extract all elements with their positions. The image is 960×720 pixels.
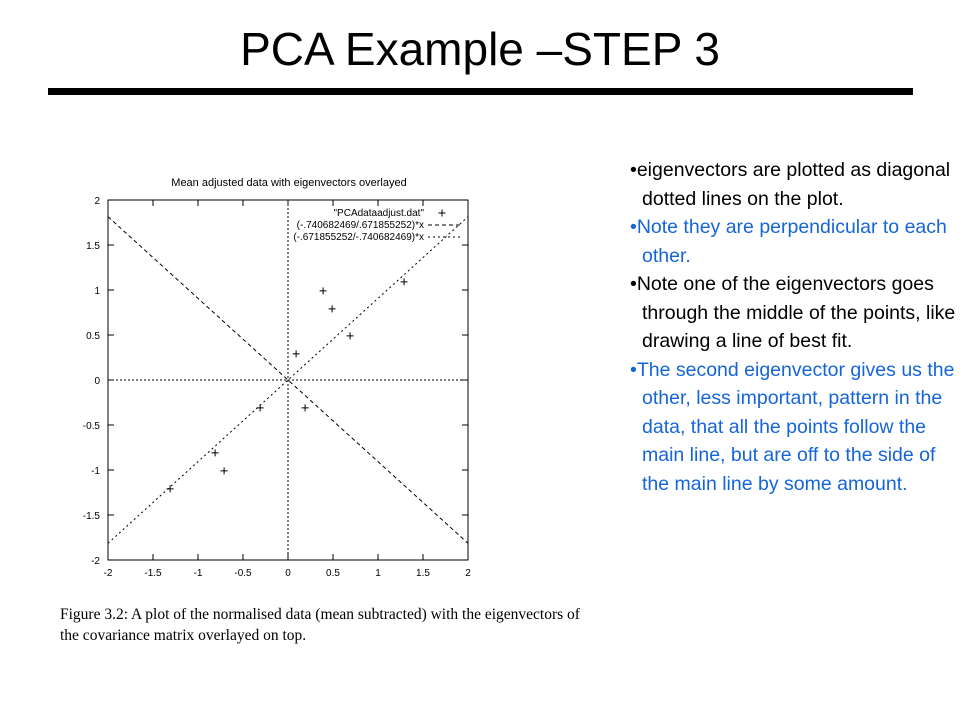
legend-label: (-.740682469/.671855252)*x [296,220,424,231]
y-tick-label: 0 [94,376,100,387]
caption-line-1: Figure 3.2: A plot of the normalised data (mean subtracted) with the eigenvectors of [60,606,580,623]
data-point [167,485,174,492]
y-tick-label: -0.5 [82,421,100,432]
x-tick-label: -1.5 [144,568,162,579]
data-point [302,404,309,411]
y-tick-label: -2 [91,556,100,567]
data-point [320,287,327,294]
x-tick-label: -1 [193,568,203,579]
x-tick-label: -0.5 [234,568,252,579]
bullet-item: • The second eigenvector gives us the other, less important, pattern in the data, that all the points follow the main line, but are off to the side of the main line by some amount. [630,356,960,499]
x-tick-label: 2 [465,568,471,579]
x-tick-label: 0 [285,568,291,579]
x-tick-label: -2 [103,568,113,579]
data-point [347,332,354,339]
legend-marker [439,210,446,217]
x-tick-label: 0.5 [326,568,340,579]
y-tick-label: 1.5 [86,241,100,252]
y-tick-label: -1 [91,466,100,477]
x-tick-label: 1 [375,568,381,579]
bullet-list [630,156,960,498]
y-tick-label: 2 [94,196,100,207]
data-point [401,278,408,285]
y-tick-label: 0.5 [86,331,100,342]
bullet-item: • eigenvectors are plotted as diagonal dotted lines on the plot. [630,156,960,213]
y-tick-label: 1 [94,286,100,297]
data-point [293,350,300,357]
chart-title: Mean adjusted data with eigenvectors overlayed [171,177,407,189]
caption-line-2: the covariance matrix overlayed on top. [60,627,307,644]
legend-label: (-.671855252/-.740682469)*x [293,232,424,243]
scatter-chart [40,150,480,590]
x-tick-label: 1.5 [416,568,430,579]
legend-label: "PCAdataadjust.dat" [333,208,424,219]
bullet-item: • Note one of the eigenvectors goes through the middle of the points, like drawing a line of best fit. [630,270,960,356]
slide-title: PCA Example –STEP 3 [240,23,720,75]
data-point [221,467,228,474]
data-point [257,404,264,411]
title-rule [48,88,913,95]
data-point [212,449,219,456]
figure-caption [60,604,650,646]
data-point [329,305,336,312]
y-tick-label: -1.5 [82,511,100,522]
bullet-item: • Note they are perpendicular to each other. [630,213,960,270]
